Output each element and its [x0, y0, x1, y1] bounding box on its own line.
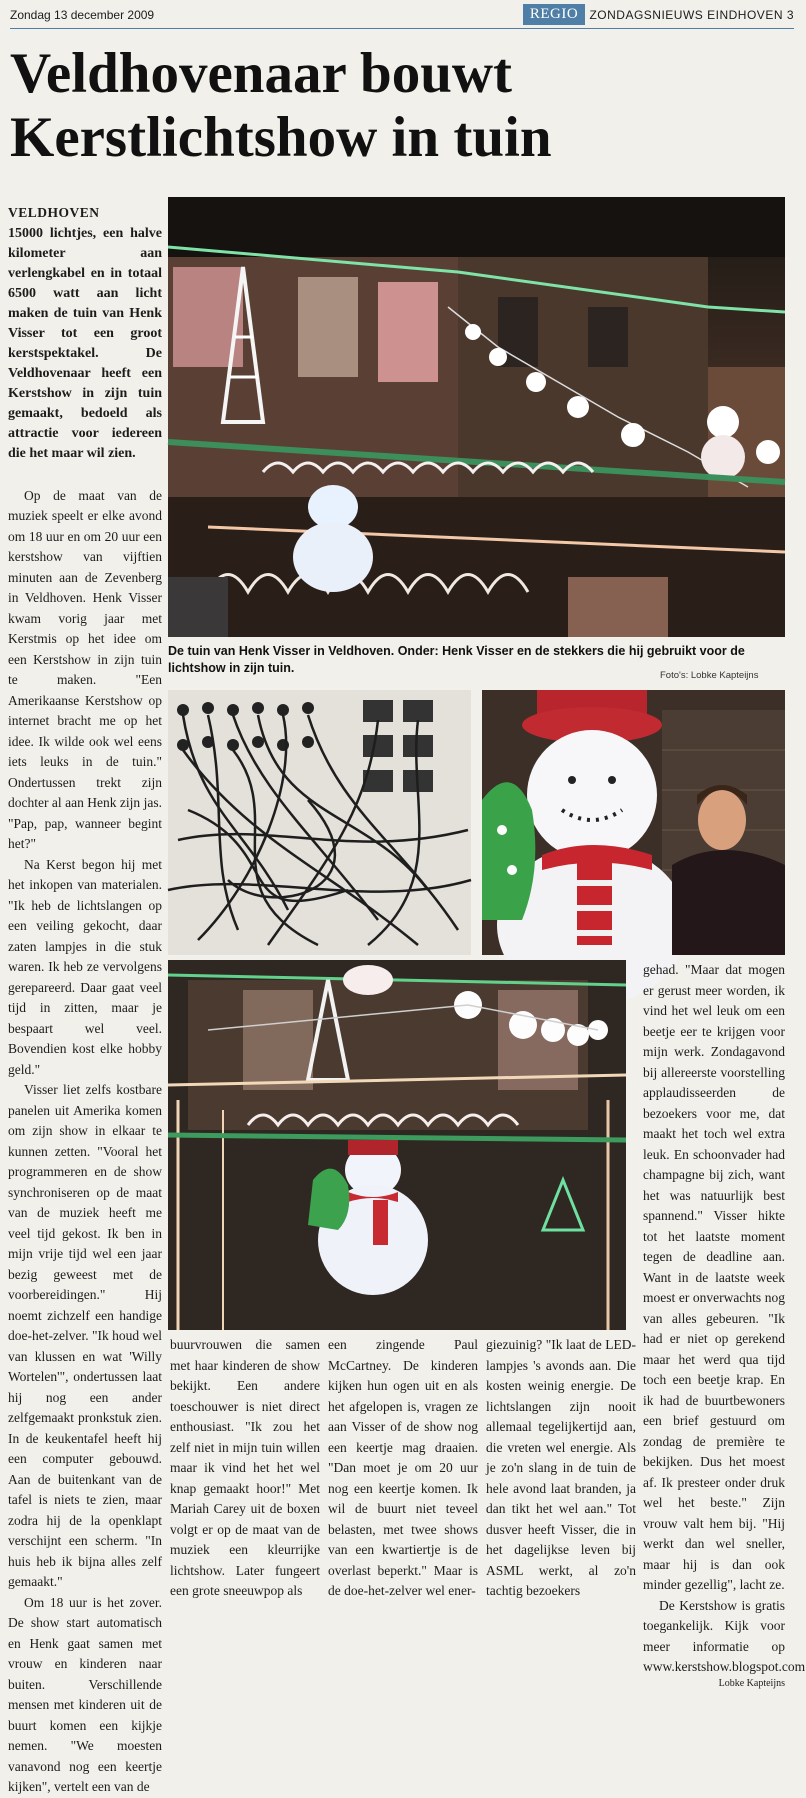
article-column-3 [328, 1335, 478, 1598]
lead-block [8, 203, 162, 464]
snowman-visser-photo [482, 690, 785, 955]
lead-paragraph: 15000 lichtjes, een halve kilometer aan verlengkabel en in totaal 6500 watt aan licht maken de tuin van Henk Visser tot een groot kerstspektakel. De Veldhovenaar heeft een Kerstshow in zijn tuin gemaakt, bedoeld als attractie voor iedereen die het maar wil zien. [8, 225, 162, 461]
dateline: VELDHOVEN [8, 205, 100, 220]
body-paragraph: Om 18 uur is het zover. De show start automatisch en Henk gaat samen met vrouw en kinderen naar buiten. Verschillende mensen met kinderen uit de buurt komen een kijkje nemen. "We moesten vanavond nog een keertje kijken", vertelt een van de [8, 1594, 162, 1794]
body-paragraph: Na Kerst begon hij met het inkopen van materialen. "Ik heb de lichtslangen op een veiling gekocht, daar zaten lampjes in die stuk waren. Ik heb ze vervolgens gerepareerd. Daar gaat veel tijd in zitten, maar je bespaart wel veel. Bovendien kost elke hobby geld." [8, 856, 162, 1077]
garden-lights-illustration [168, 197, 785, 637]
header-rule [10, 28, 794, 29]
garden-lights-photo [168, 197, 785, 637]
body-paragraph: Visser liet zelfs kostbare panelen uit Amerika komen om zijn show in elkaar te kunnen zetten. "Vooral het programmeren en de show synchroniseren op de maat van de muziek heeft me veel tijd gekost. Ik ben in mijn vrije tijd wel een jaar bezig geweest met de voorbereidingen." Hij noemt zichzelf een handige doe-het-zelver. "Ik houd wel van klussen en wat 'Willy Wortelen'", ondertussen laat hij nog een ander zelfgemaakt pronkstuk zien. In de keukentafel heeft hij een computer gebouwd. Aan de buitenkant van de tafel is niets te zien, maar zodra hij de la openklapt verschijnt een scherm. "In huis heb ik bijna alles zelf gemaakt." [8, 1082, 162, 1589]
power-plugs-illustration [168, 690, 471, 955]
issue-date: Zondag 13 december 2009 [10, 8, 155, 22]
article-column-1 [8, 203, 162, 1794]
photo-caption: De tuin van Henk Visser in Veldhoven. Onder: Henk Visser en de stekkers die hij gebruikt voor de lichtshow in zijn tuin. [168, 644, 745, 675]
article-column-2 [170, 1335, 320, 1598]
garden-snowman-illustration [168, 960, 626, 1330]
garden-snowman-photo [168, 960, 626, 1330]
article-column-4 [486, 1335, 636, 1598]
body-paragraph: De Kerstshow is gratis toegankelijk. Kijk voor meer informatie op www.kerstshow.blogspot.com [643, 1597, 806, 1674]
snowman-person-illustration [482, 690, 785, 955]
article-headline: Veldhovenaar bouwt Kerstlichtshow in tuin [10, 42, 552, 169]
body-paragraph: een zingende Paul McCartney. De kinderen kijken hun ogen uit en als het afgelopen is, vragen ze aan Visser of de show nog een keertje mag draaien. "Dan moet je om 20 uur nog een keertje komen. Ik wil de buurt niet teveel belasten, met twee shows van een kwartiertje is de overlast beperkt." Maar is de doe-het-zelver wel ener- [328, 1337, 478, 1598]
body-paragraph: Op de maat van de muziek speelt er elke avond om 18 uur en om 20 uur een kerstshow van vijftien minuten aan de Zevenberg in Veldhoven. Henk Visser kwam vorig jaar met Kerstmis op het idee om een Kerstshow in zijn tuin te maken. "Een Amerikaanse Kerstshow op internet bracht me op het idee. Ik wilde ook wel eens iets leuks in de tuin." Ondertussen trekt zijn dochter al aan Henk zijn jas. "Pap, pap, wanneer begint het?" [8, 487, 162, 851]
plugs-photo [168, 690, 471, 955]
photo-credit: Foto's: Lobke Kapteijns [660, 670, 759, 681]
body-paragraph: gehad. "Maar dat mogen er gerust meer worden, ik vind het wel leuk om een beetje eer te krijgen voor mijn werk. Zondagavond bij allereerste voorstelling applaudisseerden de bezoekers voor me, dat maakt het toch wel extra leuk. En schoonvader had champagne bij zich, want het was natuurlijk best spannend." Visser hikte tot het laatste moment tegen de deadline aan. Want in de laatste week moest er onverwachts nog van alles gebeuren. "Ik had er niet op gerekend maar het werd qua tijd toch een beetje krap. En ik had de buurtbewoners een brief gestuurd om zondag de première te bekijken. Dus het moest af. Ik presteer onder druk wel het beste." Zijn vrouw valt hem bij. "Hij werkt dan wel sneller, maar hij is dan ook minder gezellig", lacht ze. [643, 962, 785, 1592]
section-label: REGIO [523, 4, 585, 25]
body-paragraph: giezuinig? "Ik laat de LED-lampjes 's avonds aan. Die kosten weinig energie. De lichtslangen zijn nooit allemaal tegelijkertijd aan, die vreten wel energie. Als je zo'n slang in de tuin de hele avond laat branden, ja dan tikt het wel aan." Tot dusver heeft Visser, die in het dagelijkse leven bij ASML werkt, al zo'n tachtig bezoekers [486, 1337, 636, 1598]
newspaper-name: ZONDAGSNIEUWS EINDHOVEN 3 [589, 8, 794, 22]
byline: Lobke Kapteijns [718, 1677, 785, 1689]
article-column-5 [643, 960, 806, 1689]
body-paragraph: buurvrouwen die samen met haar kinderen de show bekijkt. Een andere toeschouwer is niet direct enthousiast. "Ik zou het zelf niet in mijn tuin willen maar ik vind het het wel knap gemaakt hoor!" Met Mariah Carey uit de boxen volgt er op de maat van de muziek een kleurrijke lichtshow. Later fungeert een grote sneeuwpop als [170, 1337, 320, 1598]
